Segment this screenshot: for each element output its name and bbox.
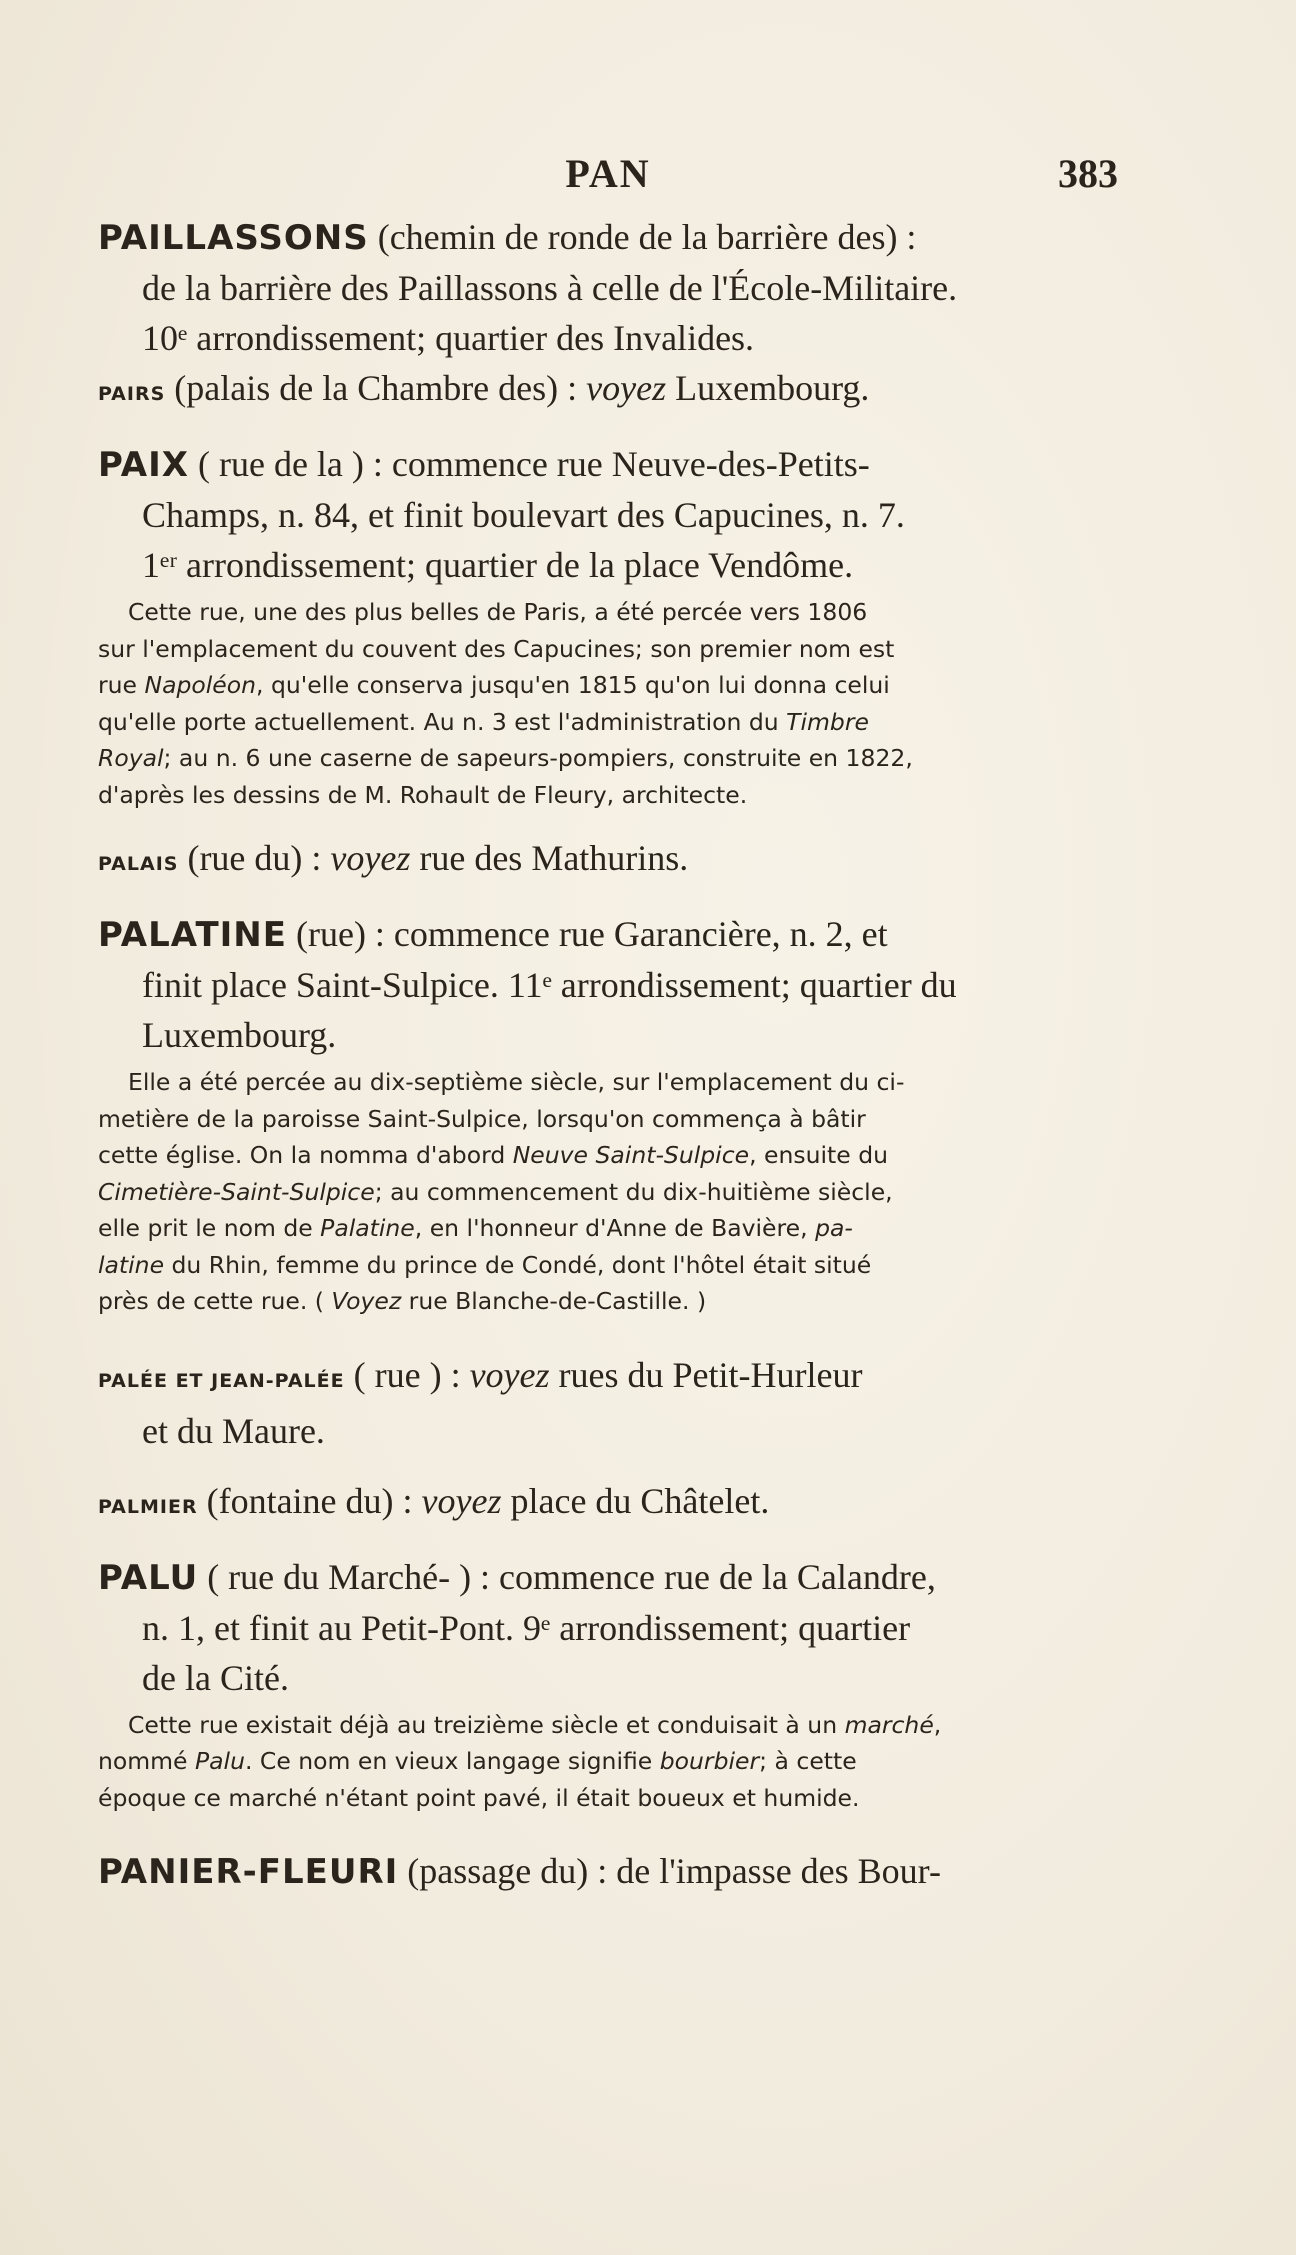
headword: PALÉE ET JEAN-PALÉE bbox=[98, 1369, 345, 1392]
running-header bbox=[98, 150, 1118, 212]
headword: PAIRS bbox=[98, 383, 166, 405]
headword: PALATINE bbox=[98, 915, 287, 955]
entry-panier-fleuri: PANIER-FLEURI (passage du) : de l'impasse des Bour- bbox=[98, 1851, 941, 1892]
entry-palmier: PALMIER (fontaine du) : voyez place du Châtelet. bbox=[98, 1480, 770, 1521]
entry-palu: PALU ( rue du Marché- ) : commence rue de la Calandre, n. 1, et finit au Petit-Pont. 9ᵉ arrondissement; quartier de la Cité. Cette rue existait déjà au treizième siècle et conduisait à un marché, nommé Palu. Ce nom en vieux langage signifie bourbier; à cette époque ce marché n'étant point pavé, il était boueux et humide. bbox=[98, 1552, 1118, 1817]
entry-note: Cette rue, une des plus belles de Paris, a été percée vers 1806 sur l'emplacement du couvent des Capucines; son premier nom est rue Napoléon, qu'elle conserva jusqu'en 1815 qu'on lui donna celui qu'elle porte actuellement. Au n. 3 est l'administration du Timbre Royal; au n. 6 une caserne de sapeurs-pompiers, construite en 1822, d'après les dessins de M. Rohault de Fleury, architecte. bbox=[98, 598, 913, 809]
entry-paix: PAIX ( rue de la ) : commence rue Neuve-des-Petits- Champs, n. 84, et finit boulevart des Capucines, n. 7. 1ᵉʳ arrondissement; quartier de la place Vendôme. Cette rue, une des plus belles de Paris, a été percée vers 1806 sur l'emplacement du couvent des Capucines; son premier nom est rue Napoléon, qu'elle conserva jusqu'en 1815 qu'on lui donna celui qu'elle porte actuellement. Au n. 3 est l'administration du Timbre Royal; au n. 6 une caserne de sapeurs-pompiers, construite en 1822, d'après les dessins de M. Rohault de Fleury, architecte. bbox=[98, 439, 1118, 813]
running-title: PAN bbox=[565, 151, 651, 196]
entry-palatine: PALATINE (rue) : commence rue Garancière, n. 2, et finit place Saint-Sulpice. 11ᵉ arrondissement; quartier du Luxembourg. Elle a été percée au dix-septième siècle, sur l'emplacement du ci- metière de la paroisse Saint-Sulpice, lorsqu'on commença à bâtir cette église. On la nomma d'abord Neuve Saint-Sulpice, ensuite du Cimetière-Saint-Sulpice; au commencement du dix-huitième siècle, elle prit le nom de Palatine, en l'honneur d'Anne de Bavière, pa- latine du Rhin, femme du prince de Condé, dont l'hôtel était situé près de cette rue. ( Voyez rue Blanche-de-Castille. ) bbox=[98, 909, 1118, 1320]
headword: PAILLASSONS bbox=[98, 218, 369, 258]
entry-note: Elle a été percée au dix-septième siècle, sur l'emplacement du ci- metière de la paroisse Saint-Sulpice, lorsqu'on commença à bâtir cette église. On la nomma d'abord Neuve Saint-Sulpice, ensuite du Cimetière-Saint-Sulpice; au commencement du dix-huitième siècle, elle prit le nom de Palatine, en l'honneur d'Anne de Bavière, pa- latine du Rhin, femme du prince de Condé, dont l'hôtel était situé près de cette rue. ( Voyez rue Blanche-de-Castille. ) bbox=[98, 1068, 905, 1315]
entry-note: Cette rue existait déjà au treizième siècle et conduisait à un marché, nommé Palu. Ce nom en vieux langage signifie bourbier; à cette époque ce marché n'étant point pavé, il était boueux et humide. bbox=[98, 1710, 942, 1812]
entry-palais: PALAIS (rue du) : voyez rue des Mathurins. bbox=[98, 838, 689, 878]
entry-pairs: PAIRS (palais de la Chambre des) : voyez Luxembourg. bbox=[98, 368, 870, 408]
entry-palee: PALÉE ET JEAN-PALÉE ( rue ) : voyez rues du Petit-Hurleur et du Maure. bbox=[98, 1354, 863, 1451]
headword: PANIER-FLEURI bbox=[98, 1852, 399, 1892]
headword: PALU bbox=[98, 1557, 199, 1598]
page-number: 383 bbox=[1058, 151, 1118, 196]
text-block bbox=[98, 150, 1118, 1897]
headword: PALAIS bbox=[98, 853, 179, 875]
entry-paillassons: PAILLASSONS (chemin de ronde de la barrière des) : de la barrière des Paillassons à celle de l'École-Militaire. 10ᵉ arrondissement; quartier des Invalides. bbox=[98, 217, 958, 358]
headword: PALMIER bbox=[98, 1495, 198, 1518]
headword: PAIX bbox=[98, 445, 189, 485]
